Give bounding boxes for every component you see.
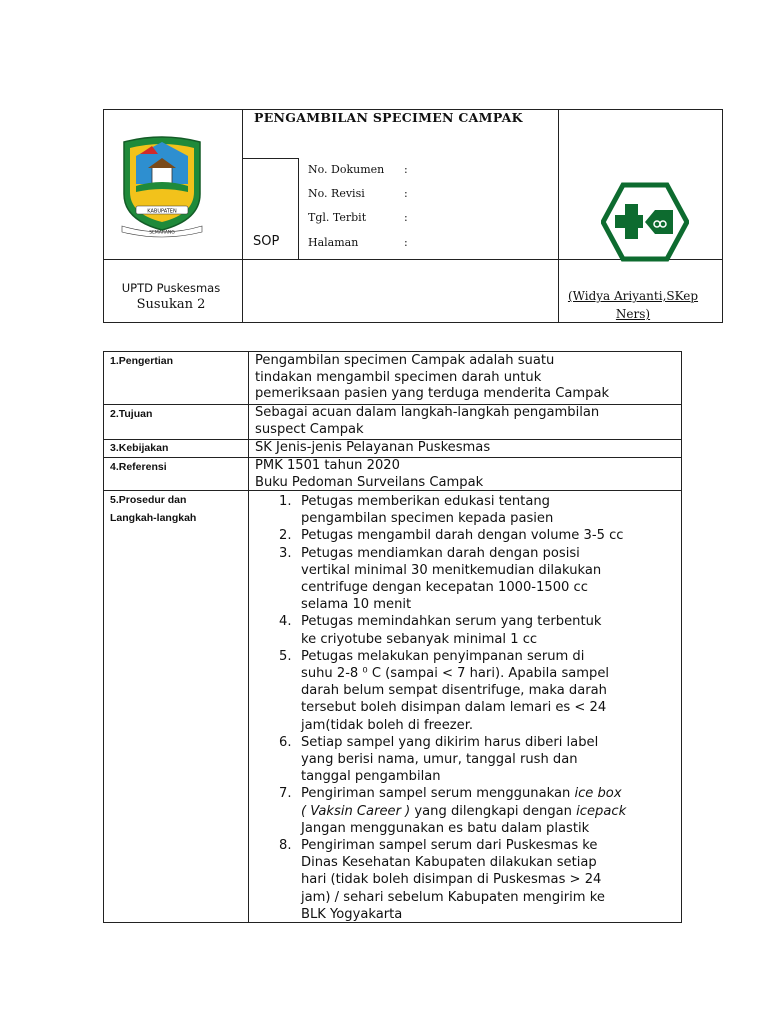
text-pengertian (255, 353, 609, 403)
step-line: Setiap sampel yang dikirim harus diberi label (301, 734, 599, 750)
step-line: Petugas memindahkan serum yang terbentuk (301, 614, 602, 630)
text-line: PMK 1501 tahun 2020 (255, 458, 400, 473)
meta-halaman (308, 236, 408, 249)
label-line: 5.Prosedur dan (110, 494, 187, 506)
text-line: pemeriksaan pasien yang terduga menderita Campak (255, 386, 610, 402)
procedure-step (255, 785, 626, 837)
meta-label: Tgl. Terbit (308, 211, 367, 224)
label-line: Langkah-langkah (110, 512, 197, 524)
step-line: suhu 2-8 ⁰ C (sampai < 7 hari). Apabila sampel (301, 666, 610, 682)
text-line: tindakan mengambil specimen darah untuk (255, 369, 542, 385)
meta-tgl-terbit (308, 211, 408, 224)
procedure-step (255, 613, 626, 647)
procedure-step (255, 648, 626, 734)
meta-sep: : (404, 211, 408, 224)
signatory-line1: (Widya Ariyanti,SKep (567, 289, 699, 303)
step-line: Petugas melakukan penyimpanan serum di (301, 648, 585, 664)
procedure-step (255, 837, 626, 923)
step-line: tersebut boleh disimpan dalam lemari es < 24 (301, 700, 607, 716)
step-line: yang berisi nama, umur, tanggal rush dan (301, 752, 578, 768)
step-number: 5. (279, 648, 292, 664)
step-line (301, 785, 626, 802)
text-tujuan (255, 405, 599, 438)
step-line: centrifuge dengan kecepatan 1000-1500 cc (301, 580, 588, 596)
step-number: 6. (279, 734, 292, 750)
procedure-step (255, 493, 626, 527)
meta-sep: : (404, 163, 408, 176)
signatory-line2: Ners) (615, 307, 651, 321)
step-text-italic: icepack (576, 803, 627, 819)
step-line: tanggal pengambilan (301, 769, 441, 785)
step-number: 7. (279, 786, 292, 802)
meta-sep: : (404, 236, 408, 249)
svg-text:KABUPATEN: KABUPATEN (147, 208, 177, 215)
label-tujuan: 2.Tujuan (110, 408, 153, 420)
meta-label: No. Revisi (308, 187, 365, 200)
procedure-step (255, 734, 626, 786)
document-title: PENGAMBILAN SPECIMEN CAMPAK (254, 110, 523, 125)
meta-sep: : (404, 187, 408, 200)
label-referensi: 4.Referensi (110, 461, 167, 473)
step-line: vertikal minimal 30 menitkemudian dilakukan (301, 562, 602, 578)
puskesmas-logo-icon (601, 182, 689, 262)
step-line: Petugas memberikan edukasi tentang (301, 494, 550, 509)
step-line: darah belum sempat disentrifuge, maka darah (301, 683, 607, 699)
org-line2: Susukan 2 (136, 297, 206, 312)
step-line: jam(tidak boleh di freezer. (301, 717, 474, 733)
step-text: yang dilengkapi dengan (410, 803, 577, 819)
step-line: pengambilan specimen kepada pasien (301, 511, 554, 527)
label-prosedur (110, 491, 196, 527)
organization-name (98, 281, 244, 312)
step-line: hari (tidak boleh disimpan di Puskesmas > 24 (301, 872, 602, 888)
step-line: Jangan menggunakan es batu dalam plastik (301, 820, 590, 836)
meta-no-dokumen (308, 163, 408, 176)
signatory (546, 287, 720, 323)
text-kebijakan (255, 440, 490, 457)
step-line (301, 803, 626, 820)
step-line: jam) / sehari sebelum Kabupaten mengirim ke (301, 889, 605, 905)
meta-label: No. Dokumen (308, 163, 385, 176)
kabupaten-logo-icon (118, 134, 206, 240)
label-pengertian: 1.Pengertian (110, 355, 174, 367)
text-line: Buku Pedoman Surveilans Campak (255, 474, 484, 490)
step-number: 3. (279, 545, 292, 561)
step-line: Pengiriman sampel serum dari Puskesmas ke (301, 838, 598, 854)
sop-label: SOP (253, 234, 280, 249)
step-text: Pengiriman sampel serum menggunakan (301, 786, 575, 802)
text-line: Sebagai acuan dalam langkah-langkah pengambilan (255, 405, 600, 420)
step-line: selama 10 menit (301, 597, 412, 613)
procedure-step (255, 545, 626, 614)
step-text-italic: ( Vaksin Career ) (301, 803, 411, 819)
procedure-steps (255, 493, 626, 923)
step-line: ke criyotube sebanyak minimal 1 cc (301, 631, 538, 647)
svg-text:SEMARANG: SEMARANG (149, 230, 175, 236)
step-text-italic: ice box (574, 786, 622, 802)
text-line: suspect Campak (255, 421, 364, 437)
step-number: 8. (279, 838, 292, 854)
procedure-step (255, 527, 626, 544)
org-line1: UPTD Puskesmas (121, 281, 221, 295)
meta-no-revisi (308, 187, 408, 200)
text-line: SK Jenis-jenis Pelayanan Puskesmas (255, 440, 491, 455)
step-line: Petugas mendiamkan darah dengan posisi (301, 545, 580, 561)
text-referensi (255, 458, 483, 491)
step-line: Dinas Kesehatan Kabupaten dilakukan setiap (301, 855, 597, 871)
label-kebijakan: 3.Kebijakan (110, 442, 169, 454)
step-line: BLK Yogyakarta (301, 906, 403, 922)
step-number: 1. (279, 494, 292, 509)
step-number: 4. (279, 614, 292, 630)
step-line: Petugas mengambil darah dengan volume 3-5 cc (301, 528, 624, 544)
meta-label: Halaman (308, 236, 359, 249)
text-line: Pengambilan specimen Campak adalah suatu (255, 353, 555, 368)
step-number: 2. (279, 528, 292, 544)
